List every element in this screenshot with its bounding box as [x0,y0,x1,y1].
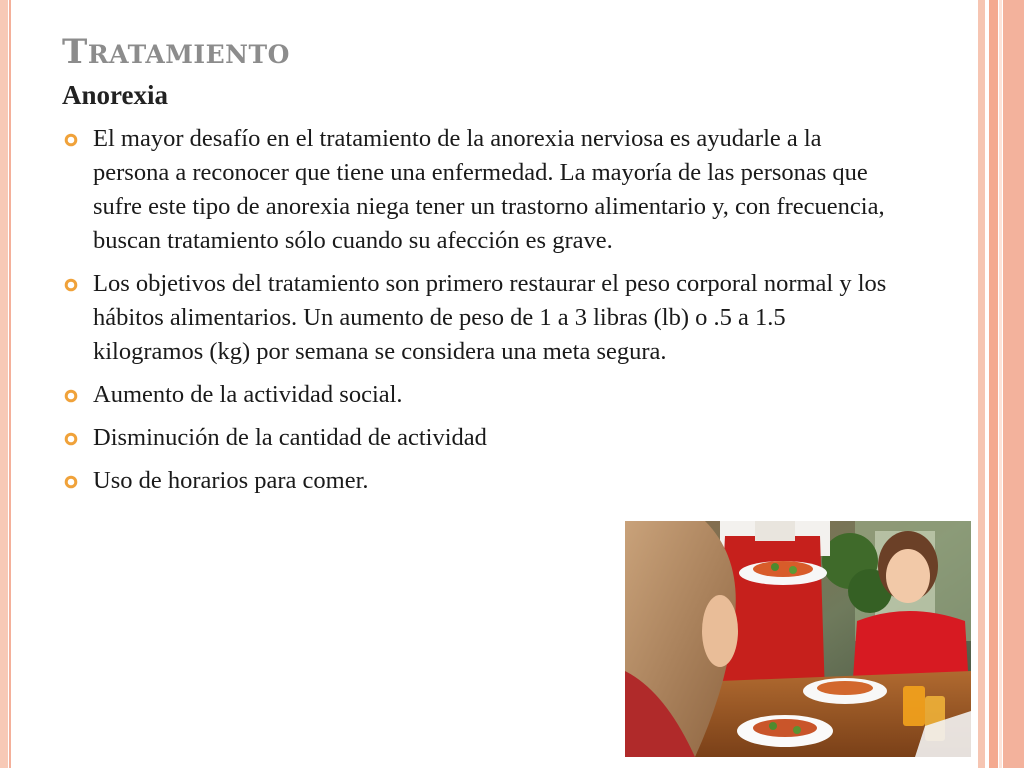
left-decorative-line [9,0,11,768]
right-decorative-stripe [978,0,985,768]
bullet-text: Aumento de la actividad social. [93,381,403,408]
bullet-text: Uso de horarios para comer. [93,467,369,494]
left-decorative-stripe [0,0,8,768]
bullet-ring-icon [64,278,78,292]
bullet-text: Los objetivos del tratamiento son primero restaurar el peso corporal normal y los hábitos alimentarios. Un aumento de peso de 1 a 3 libras (lb) o .5 a 1.5 kilogramos (kg) por semana se considera una meta segura. [93,270,887,365]
list-item [62,378,892,412]
list-item [62,267,892,369]
list-item [62,464,892,498]
right-decorative-gap [999,0,1002,768]
photo-restaurant-icon [625,521,971,757]
bullet-ring-icon [64,389,78,403]
bullet-ring-icon [64,133,78,147]
list-item [62,421,892,455]
right-decorative-stripe [1003,0,1024,768]
slide-subtitle: Anorexia [62,80,168,110]
bullet-ring-icon [64,432,78,446]
restaurant-photo [625,521,971,757]
list-item [62,122,892,258]
bullet-ring-icon [64,475,78,489]
right-decorative-stripe [989,0,998,768]
bullet-text: El mayor desafío en el tratamiento de la anorexia nerviosa es ayudarle a la persona a reconocer que tiene una enfermedad. La mayoría de las personas que sufre este tipo de anorexia niega tener un trastorno alimentario y, con frecuencia, buscan tratamiento sólo cuando su afección es grave. [93,125,885,254]
title-initial: T [62,32,88,72]
slide-title-text [62,32,290,72]
title-rest: RATAMIENTO [87,40,290,69]
slide-title [62,32,290,72]
bullet-list [62,122,892,507]
bullet-text: Disminución de la cantidad de actividad [93,424,487,451]
